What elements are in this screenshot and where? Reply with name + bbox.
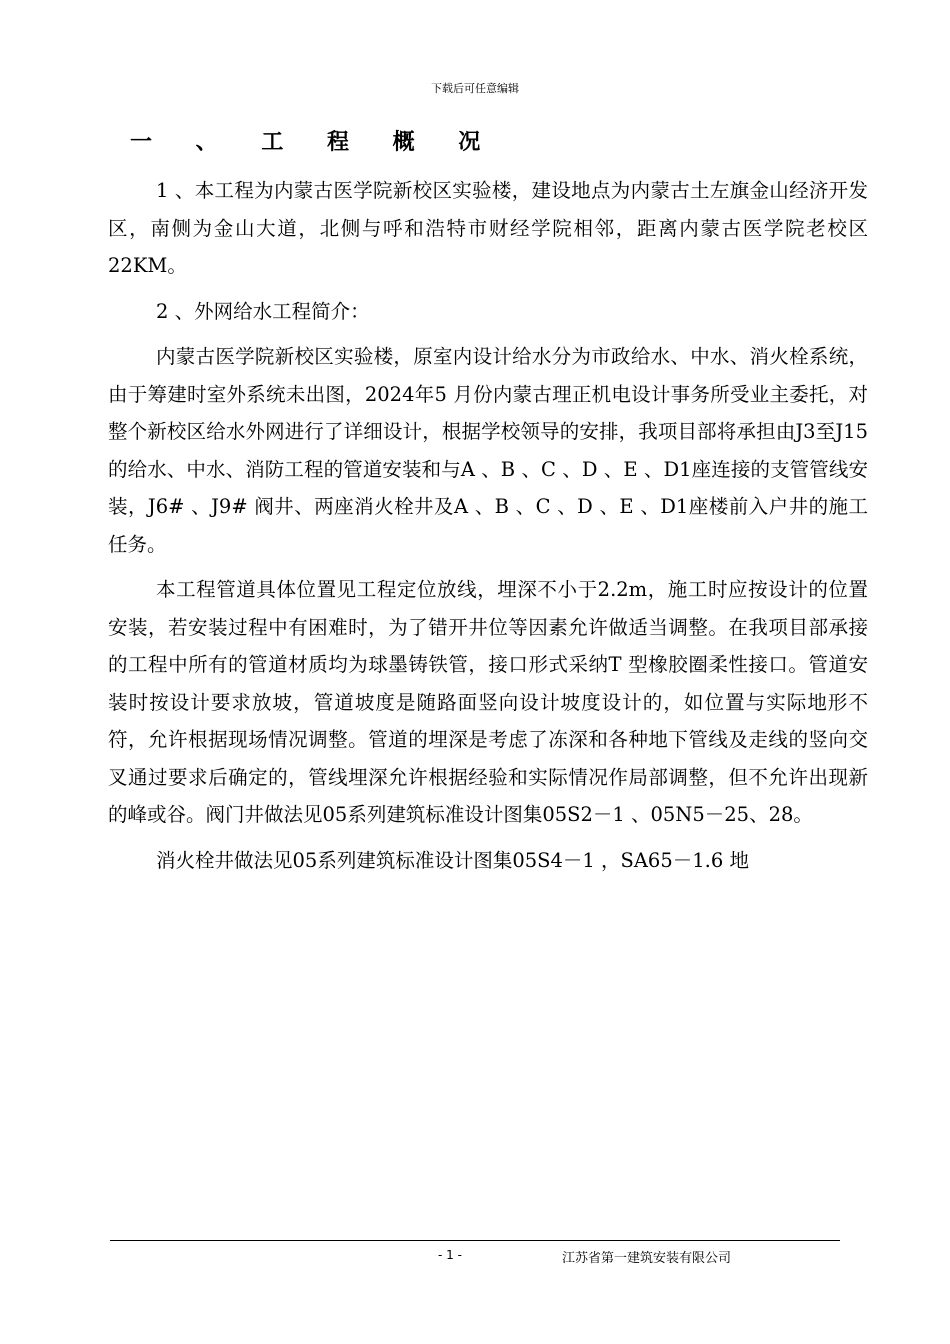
company-name: 江苏省第一建筑安装有限公司 — [562, 1251, 732, 1266]
paragraph-hydrant-well: 消火栓井做法见05系列建筑标准设计图集05S4－1 ，SA65－1.6 地 — [156, 848, 749, 872]
paragraph-water-supply-title: 2 、外网给水工程简介： — [156, 299, 370, 323]
footer-divider — [110, 1240, 840, 1241]
paragraph-project-location: 1 、本工程为内蒙古医学院新校区实验楼，建设地点为内蒙古土左旗金山经济开发区，南侧为金山大道，北侧与呼和浩特市财经学院相邻，距离内蒙古医学院老校区22KM。 — [108, 179, 868, 277]
document-body — [108, 172, 868, 879]
section-heading: 一 、 工 程 概 况 — [130, 129, 499, 155]
header-note: 下载后可任意编辑 — [431, 82, 519, 95]
paragraph-pipe-installation: 本工程管道具体位置见工程定位放线，埋深不小于2.2m，施工时应按设计的位置安装，若安装过程中有困难时，为了错开井位等因素允许做适当调整。在我项目部承接的工程中所有的管道材质均为球墨铸铁管，接口形式采纳T 型橡胶圈柔性接口。管道安装时按设计要求放坡，管道坡度是随路面竖向设计坡度设计的，如位置与实际地形不符，允许根据现场情况调整。管道的埋深是考虑了冻深和各种地下管线及走线的竖向交叉通过要求后确定的，管线埋深允许根据经验和实际情况作局部调整，但不允许出现新的峰或谷。阀门井做法见05系列建筑标准设计图集05S2－1 、05N5－25、28。 — [108, 578, 868, 826]
page-number: - 1 - — [438, 1248, 462, 1262]
paragraph-water-supply-scope: 内蒙古医学院新校区实验楼，原室内设计给水分为市政给水、中水、消火栓系统，由于筹建时室外系统未出图，2024年5 月份内蒙古理正机电设计事务所受业主委托，对整个新校区给水外网进行了详细设计，根据学校领导的安排，我项目部将承担由J3至J15 的给水、中水、消防工程的管道安装和与A 、B 、C 、D 、E 、D1座连接的支管管线安装，J6# 、J9# 阀井、两座消火栓井及A 、B 、C 、D 、E 、D1座楼前入户井的施工任务。 — [108, 345, 868, 556]
